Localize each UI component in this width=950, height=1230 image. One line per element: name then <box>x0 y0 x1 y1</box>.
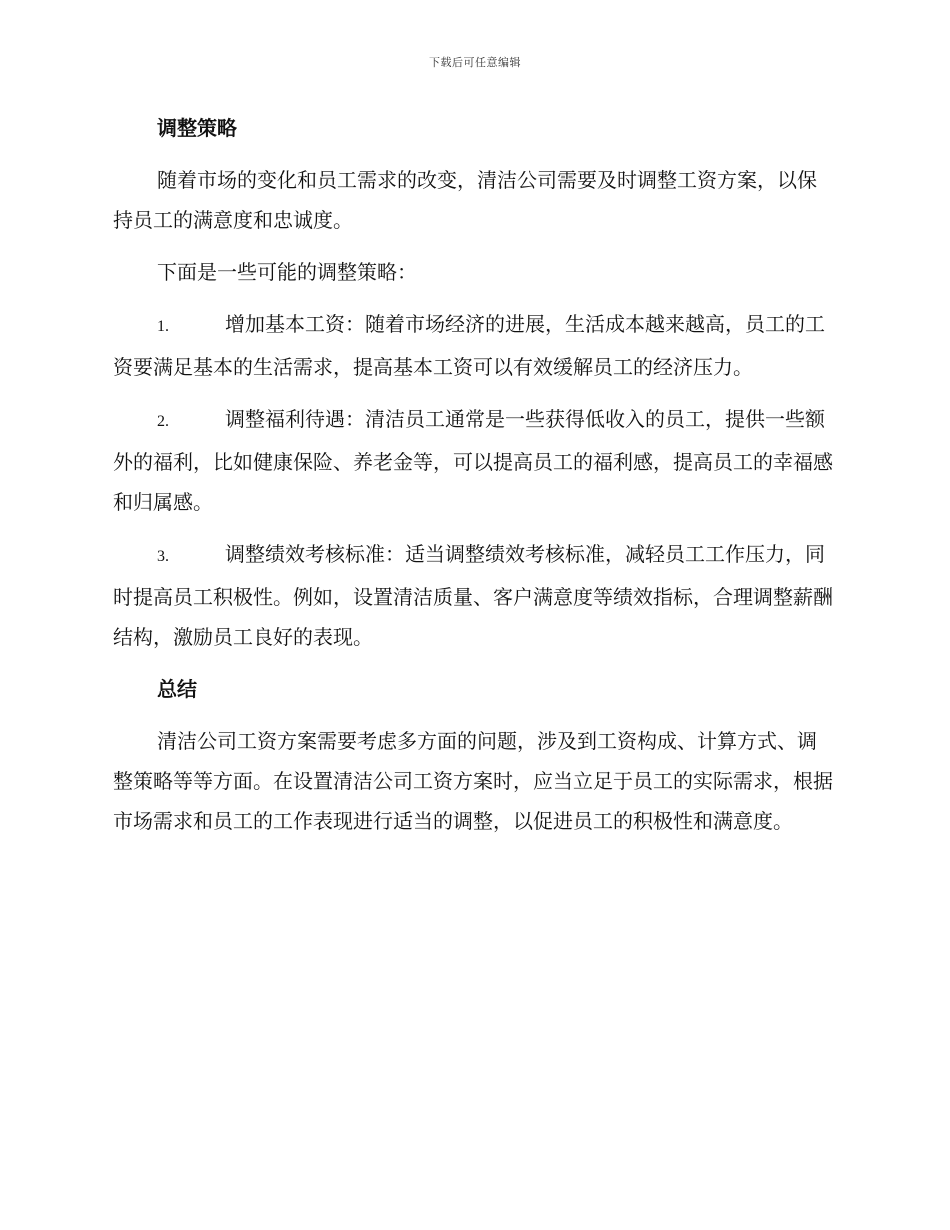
list-item <box>113 399 835 522</box>
list-item-text: 调整福利待遇：清洁员工通常是一些获得低收入的员工，提供一些额外的福利，比如健康保险、养老金等，可以提高员工的福利感，提高员工的幸福感和归属感。 <box>113 407 833 514</box>
section-summary <box>113 669 835 841</box>
document-body <box>113 108 835 853</box>
list-item-text: 调整绩效考核标准：适当调整绩效考核标准，减轻员工工作压力，同时提高员工积极性。例如，设置清洁质量、客户满意度等绩效指标，合理调整薪酬结构，激励员工良好的表现。 <box>113 542 833 649</box>
section-heading: 总结 <box>157 677 197 701</box>
page-header: 下载后可任意编辑 <box>429 56 521 69</box>
section-adjustment-strategy <box>113 108 835 657</box>
list-item-text: 增加基本工资：随着市场经济的进展，生活成本越来越高，员工的工资要满足基本的生活需求，提高基本工资可以有效缓解员工的经济压力。 <box>113 312 825 379</box>
paragraph: 清洁公司工资方案需要考虑多方面的问题，涉及到工资构成、计算方式、调整策略等等方面。在设置清洁公司工资方案时，应当立足于员工的实际需求，根据市场需求和员工的工作表现进行适当的调整，以促进员工的积极性和满意度。 <box>113 729 833 833</box>
list-item <box>113 534 835 657</box>
list-item-number: 3. <box>157 548 169 565</box>
list-item-number: 1. <box>157 318 169 335</box>
section-heading: 调整策略 <box>157 116 237 140</box>
list-item <box>113 304 835 387</box>
paragraph: 下面是一些可能的调整策略： <box>157 260 417 284</box>
list-item-number: 2. <box>157 413 169 430</box>
paragraph: 随着市场的变化和员工需求的改变，清洁公司需要及时调整工资方案，以保持员工的满意度和忠诚度。 <box>113 168 817 232</box>
